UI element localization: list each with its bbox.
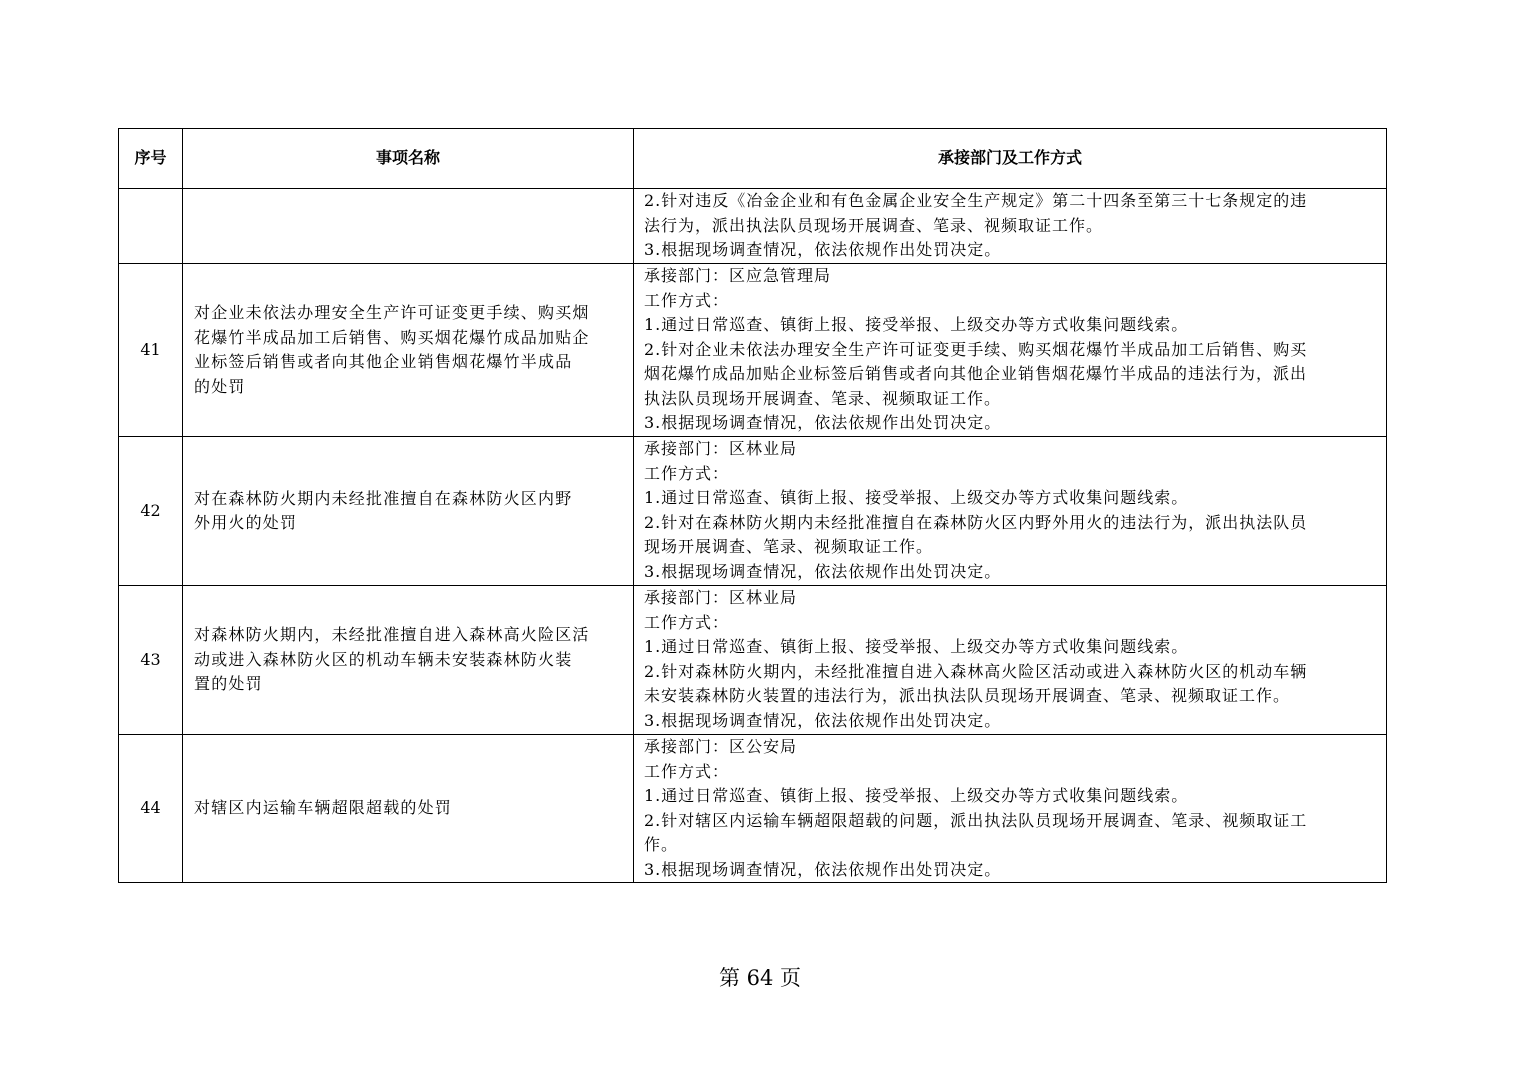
- serial-number-cell: 42: [119, 437, 183, 586]
- department-line: 承接部门：区林业局: [644, 439, 798, 458]
- table-row: [119, 264, 1387, 437]
- method-line: 3.根据现场调查情况，依法依规作出处罚决定。: [644, 859, 1002, 879]
- department-method-cell: [634, 735, 1387, 883]
- table-row: [119, 437, 1387, 586]
- serial-number-cell: 44: [119, 735, 183, 883]
- method-line: 未安装森林防火装置的违法行为，派出执法队员现场开展调查、笔录、视频取证工作。: [644, 686, 1291, 705]
- header-serial-number: 序号: [119, 129, 183, 189]
- item-name-line: 花爆竹半成品加工后销售、购买烟花爆竹成品加贴企: [194, 327, 590, 347]
- department-method-cell: [634, 437, 1387, 586]
- method-line: 法行为，派出执法队员现场开展调查、笔录、视频取证工作。: [644, 215, 1104, 235]
- item-name-line: 置的处罚: [194, 674, 263, 694]
- department-line: 承接部门：区公安局: [644, 737, 798, 756]
- item-name-line: 动或进入森林防火区的机动车辆未安装森林防火装: [194, 649, 573, 669]
- header-department-and-method: 承接部门及工作方式: [634, 129, 1387, 189]
- table-header-row: [119, 129, 1387, 189]
- method-line: 1.通过日常巡查、镇街上报、接受举报、上级交办等方式收集问题线索。: [644, 786, 1189, 805]
- method-line: 2.针对企业未依法办理安全生产许可证变更手续、购买烟花爆竹半成品加工后销售、购买: [644, 339, 1308, 359]
- method-heading-line: 工作方式：: [644, 761, 730, 781]
- serial-number-cell: 41: [119, 264, 183, 437]
- method-line: 3.根据现场调查情况，依法依规作出处罚决定。: [644, 413, 1002, 432]
- item-name-line: 业标签后销售或者向其他企业销售烟花爆竹半成品: [194, 352, 573, 371]
- method-line: 2.针对违反《冶金企业和有色金属企业安全生产规定》第二十四条至第三十七条规定的违: [644, 191, 1308, 210]
- item-name-cell: [183, 735, 634, 883]
- method-line: 3.根据现场调查情况，依法依规作出处罚决定。: [644, 710, 1002, 730]
- item-name-line: 对森林防火期内，未经批准擅自进入森林高火险区活: [194, 625, 590, 645]
- item-name-cell: [183, 437, 634, 586]
- table-row: [119, 189, 1387, 264]
- method-line: 现场开展调查、笔录、视频取证工作。: [644, 537, 934, 556]
- item-name-cell: [183, 586, 634, 735]
- method-line: 2.针对辖区内运输车辆超限超载的问题，派出执法队员现场开展调查、笔录、视频取证工: [644, 810, 1308, 830]
- regulation-table: [118, 128, 1387, 883]
- page-number: 第 64 页: [718, 966, 802, 990]
- department-method-cell: [634, 189, 1387, 264]
- department-line: 承接部门：区应急管理局: [644, 266, 832, 285]
- serial-number-cell: [119, 189, 183, 264]
- header-item-name: 事项名称: [183, 129, 634, 189]
- table-row: [119, 735, 1387, 883]
- method-heading-line: 工作方式：: [644, 612, 730, 632]
- department-method-cell: [634, 264, 1387, 437]
- item-name-line: 的处罚: [194, 376, 246, 396]
- table-row: [119, 586, 1387, 735]
- item-name-cell: [183, 264, 634, 437]
- item-name-line: 外用火的处罚: [194, 513, 298, 532]
- serial-number-cell: 43: [119, 586, 183, 735]
- item-name-line: 对企业未依法办理安全生产许可证变更手续、购买烟: [194, 303, 590, 322]
- method-line: 烟花爆竹成品加贴企业标签后销售或者向其他企业销售烟花爆竹半成品的违法行为，派出: [644, 364, 1308, 383]
- method-line: 3.根据现场调查情况，依法依规作出处罚决定。: [644, 240, 1002, 259]
- method-heading-line: 工作方式：: [644, 290, 730, 310]
- method-line: 1.通过日常巡查、镇街上报、接受举报、上级交办等方式收集问题线索。: [644, 488, 1189, 507]
- method-line: 1.通过日常巡查、镇街上报、接受举报、上级交办等方式收集问题线索。: [644, 315, 1189, 334]
- department-method-cell: [634, 586, 1387, 735]
- method-line: 2.针对森林防火期内，未经批准擅自进入森林高火险区活动或进入森林防火区的机动车辆: [644, 661, 1308, 681]
- item-name-line: 对在森林防火期内未经批准擅自在森林防火区内野: [194, 488, 573, 508]
- method-line: 2.针对在森林防火期内未经批准擅自在森林防火区内野外用火的违法行为，派出执法队员: [644, 512, 1308, 532]
- method-line: 作。: [644, 835, 679, 854]
- method-line: 3.根据现场调查情况，依法依规作出处罚决定。: [644, 561, 1002, 581]
- item-name-cell: [183, 189, 634, 264]
- method-heading-line: 工作方式：: [644, 463, 730, 483]
- item-name-line: 对辖区内运输车辆超限超载的处罚: [194, 798, 453, 818]
- method-line: 1.通过日常巡查、镇街上报、接受举报、上级交办等方式收集问题线索。: [644, 637, 1189, 656]
- department-line: 承接部门：区林业局: [644, 588, 798, 607]
- method-line: 执法队员现场开展调查、笔录、视频取证工作。: [644, 388, 1002, 408]
